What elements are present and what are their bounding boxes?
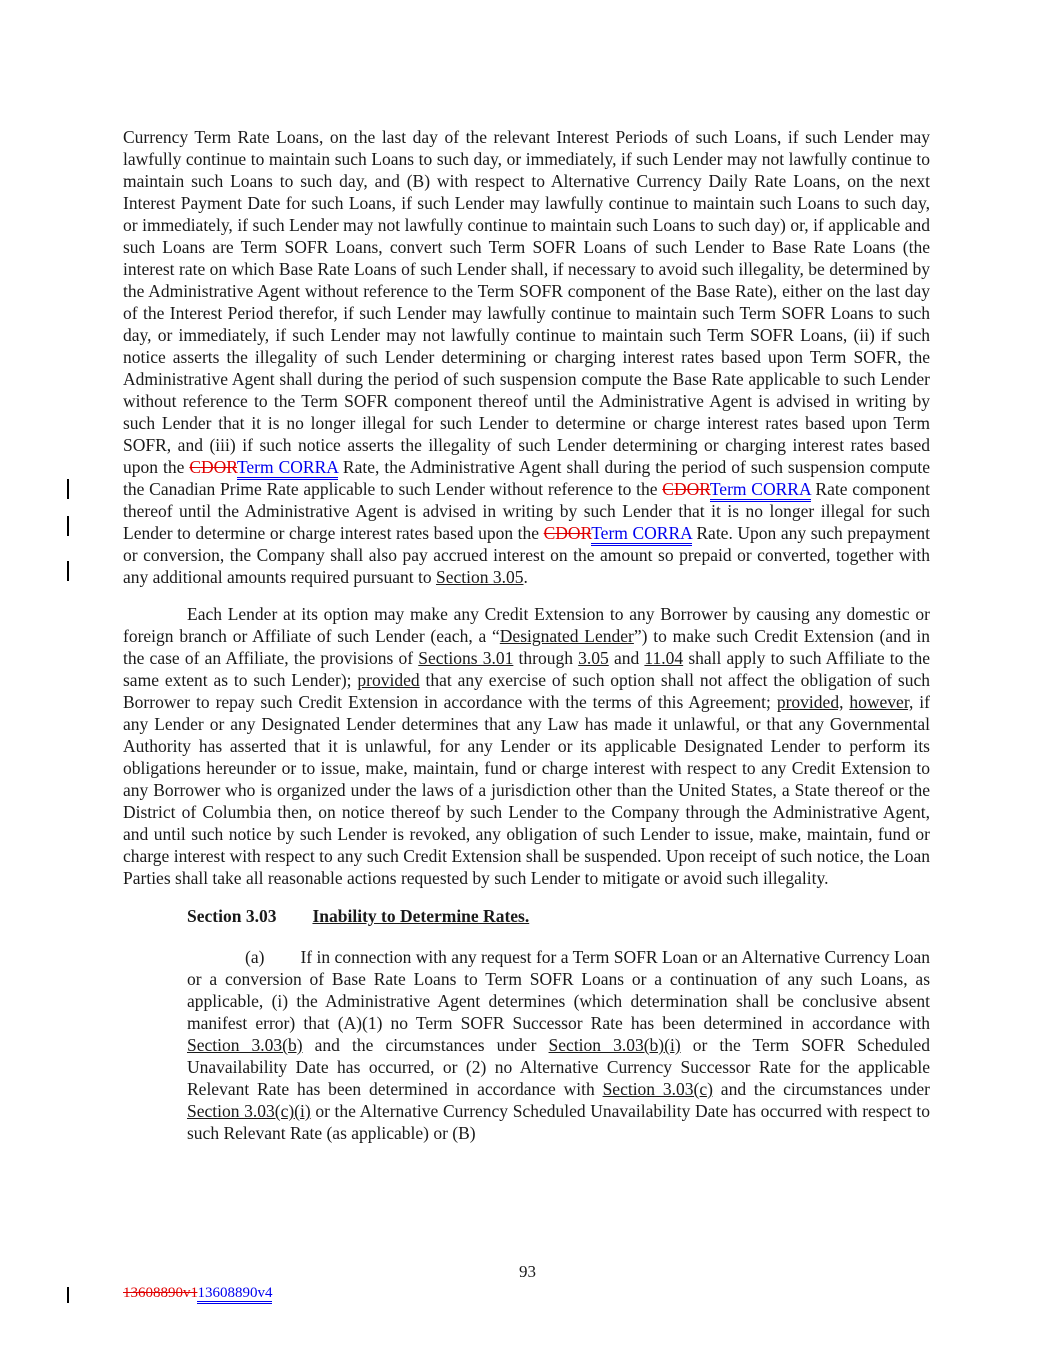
underlined-text-run: 3.05 <box>578 648 609 668</box>
text-run: shall apply to such Affiliate to the same extent as to such Lender); <box>123 648 930 690</box>
underlined-text-run: Section 3.03(c) <box>602 1079 713 1099</box>
underlined-text-run: Section 3.03(b)(i) <box>548 1035 681 1055</box>
text-run: Rate component thereof until the Administrative Agent is advised in writing by such Lender that it is no longer illegal for such Lender to determine or charge interest rates based upon the <box>123 479 930 543</box>
text-run: Section 3.03 <box>187 906 277 926</box>
underlined-text-run: Sections 3.01 <box>418 648 514 668</box>
deleted-text-run: CDOR <box>662 479 710 499</box>
underlined-text-run: provided, <box>776 692 844 712</box>
inserted-text-run: Term CORRA <box>237 457 338 480</box>
change-bar <box>67 1287 69 1303</box>
document-body <box>123 126 930 1144</box>
text-run: that any exercise of such option shall not affect the obligation of such Borrower to repay such Credit Extension in accordance with the terms of this Agreement; <box>123 670 931 712</box>
inserted-text-run: 13608890v4 <box>197 1285 272 1304</box>
text-run: Each Lender at its option may make any Credit Extension to any Borrower by causing any domestic or foreign branch or Affiliate of such Lender (each, a “ <box>123 604 930 646</box>
inserted-text-run: Term CORRA <box>710 479 811 502</box>
text-run: and <box>608 648 645 668</box>
text-run: and the circumstances under <box>712 1079 930 1099</box>
paragraph-a-inability-to-determine <box>187 946 930 1144</box>
text-run: . <box>523 567 528 587</box>
text-run: or the Alternative Currency Scheduled Unavailability Date has occurred with respect to such Relevant Rate (as applicable) or (B) <box>187 1101 930 1143</box>
text-run: through <box>513 648 579 668</box>
change-bar <box>67 479 69 499</box>
deleted-text-run: CDOR <box>543 523 592 543</box>
page-number: 93 <box>519 1262 536 1281</box>
underlined-text-run: Inability to Determine Rates. <box>312 906 530 926</box>
underlined-text-run: Section 3.05 <box>435 567 524 587</box>
inserted-text-run: Term CORRA <box>591 523 692 546</box>
text-run: Rate, the Administrative Agent shall during the period of such suspension compute the Canadian Prime Rate applicable to such Lender without reference to the <box>123 457 930 499</box>
text-run: Currency Term Rate Loans, on the last day of the relevant Interest Periods of such Loans, if such Lender may lawfully continue to maintain such Loans to such day, or immediately, if such Lender may not lawfully continue to maintain such Loans to such day, and (B) with respect to Alternative Currency Daily Rate Loans, on the next Interest Payment Date for such Loans, if such Lender may lawfully continue to maintain such Loans to such day, or immediately, if such Lender may not lawfully continue to maintain such Loans to such day) or, if applicable and such Loans are Term SOFR Loans, convert such Term SOFR Loans of such Lender to Base Rate Loans (the interest rate on which Base Rate Loans of such Lender shall, if necessary to avoid such illegality, be determined by the Administrative Agent without reference to the Term SOFR component of the Base Rate), either on the last day of the Interest Period therefor, if such Lender may lawfully continue to maintain such Term SOFR Loans to such day, or immediately, if such Lender may not lawfully continue to maintain such Term SOFR Loans, (ii) if such notice asserts the illegality of such Lender determining or charging interest rates based upon Term SOFR, the Administrative Agent shall during the period of such suspension compute the Base Rate applicable to such Lender without reference to the Term SOFR component thereof until the Administrative Agent is advised in writing by such Lender that it is no longer illegal for such Lender to determine or charge interest rates based upon Term SOFR, and (iii) if such notice asserts the illegality of such Lender determining or charging interest rates based upon the <box>123 127 930 477</box>
text-run: and the circumstances under <box>302 1035 549 1055</box>
paragraph-each-lender-option <box>123 603 930 889</box>
underlined-text-run: provided <box>357 670 420 690</box>
paragraph-currency-term-rate-loans <box>123 126 930 588</box>
text-run: (a) <box>245 947 265 967</box>
text-run: or the Term SOFR Scheduled Unavailability Date has occurred, or (2) no Alternative Currency Successor Rate for the applicable Relevant Rate has been determined in accordance with <box>187 1035 930 1099</box>
deleted-text-run: 13608890v1 <box>123 1285 198 1301</box>
change-bar <box>67 561 69 581</box>
underlined-text-run: Section 3.03(c)(i) <box>187 1101 311 1121</box>
change-bar <box>67 516 69 536</box>
text-run: Rate. Upon any such prepayment or conversion, the Company shall also pay accrued interest on the amount so prepaid or converted, together with any additional amounts required pursuant to <box>123 523 930 587</box>
deleted-text-run: CDOR <box>189 457 237 477</box>
underlined-text-run: however, <box>849 692 914 712</box>
underlined-text-run: 11.04 <box>644 648 684 668</box>
text-run: if any Lender or any Designated Lender determines that any Law has made it unlawful, or that any Governmental Authority has asserted that it is unlawful, for any Lender or its applicable Designated Lender to perform its obligations hereunder or to issue, make, maintain, fund or charge interest with respect to any Credit Extension to any Borrower who is organized under the laws of a jurisdiction other than the United States, a State thereof or the District of Columbia then, on notice thereof by such Lender to the Company through the Administrative Agent, and until such notice by such Lender is revoked, any obligation of such Lender to issue, make, maintain, fund or charge interest with respect to any such Credit Extension shall be suspended. Upon receipt of such notice, the Loan Parties shall take all reasonable actions requested by such Lender to mitigate or avoid such illegality. <box>123 692 930 888</box>
section-3-03-heading <box>187 905 930 927</box>
underlined-text-run: Designated Lender <box>499 626 634 646</box>
doc-id-footer <box>123 1284 272 1303</box>
text-run: ”) to make such Credit Extension (and in the case of an Affiliate, the provisions of <box>123 626 931 668</box>
text-run: If in connection with any request for a Term SOFR Loan or an Alternative Currency Loan or a conversion of Base Rate Loans to Term SOFR Loans or a continuation of any such Loans, as applicable, (i) the Administrative Agent determines (which determination shall be conclusive absent manifest error) that (A)(1) no Term SOFR Successor Rate has been determined in accordance with <box>187 947 930 1033</box>
underlined-text-run: Section 3.03(b) <box>187 1035 303 1055</box>
